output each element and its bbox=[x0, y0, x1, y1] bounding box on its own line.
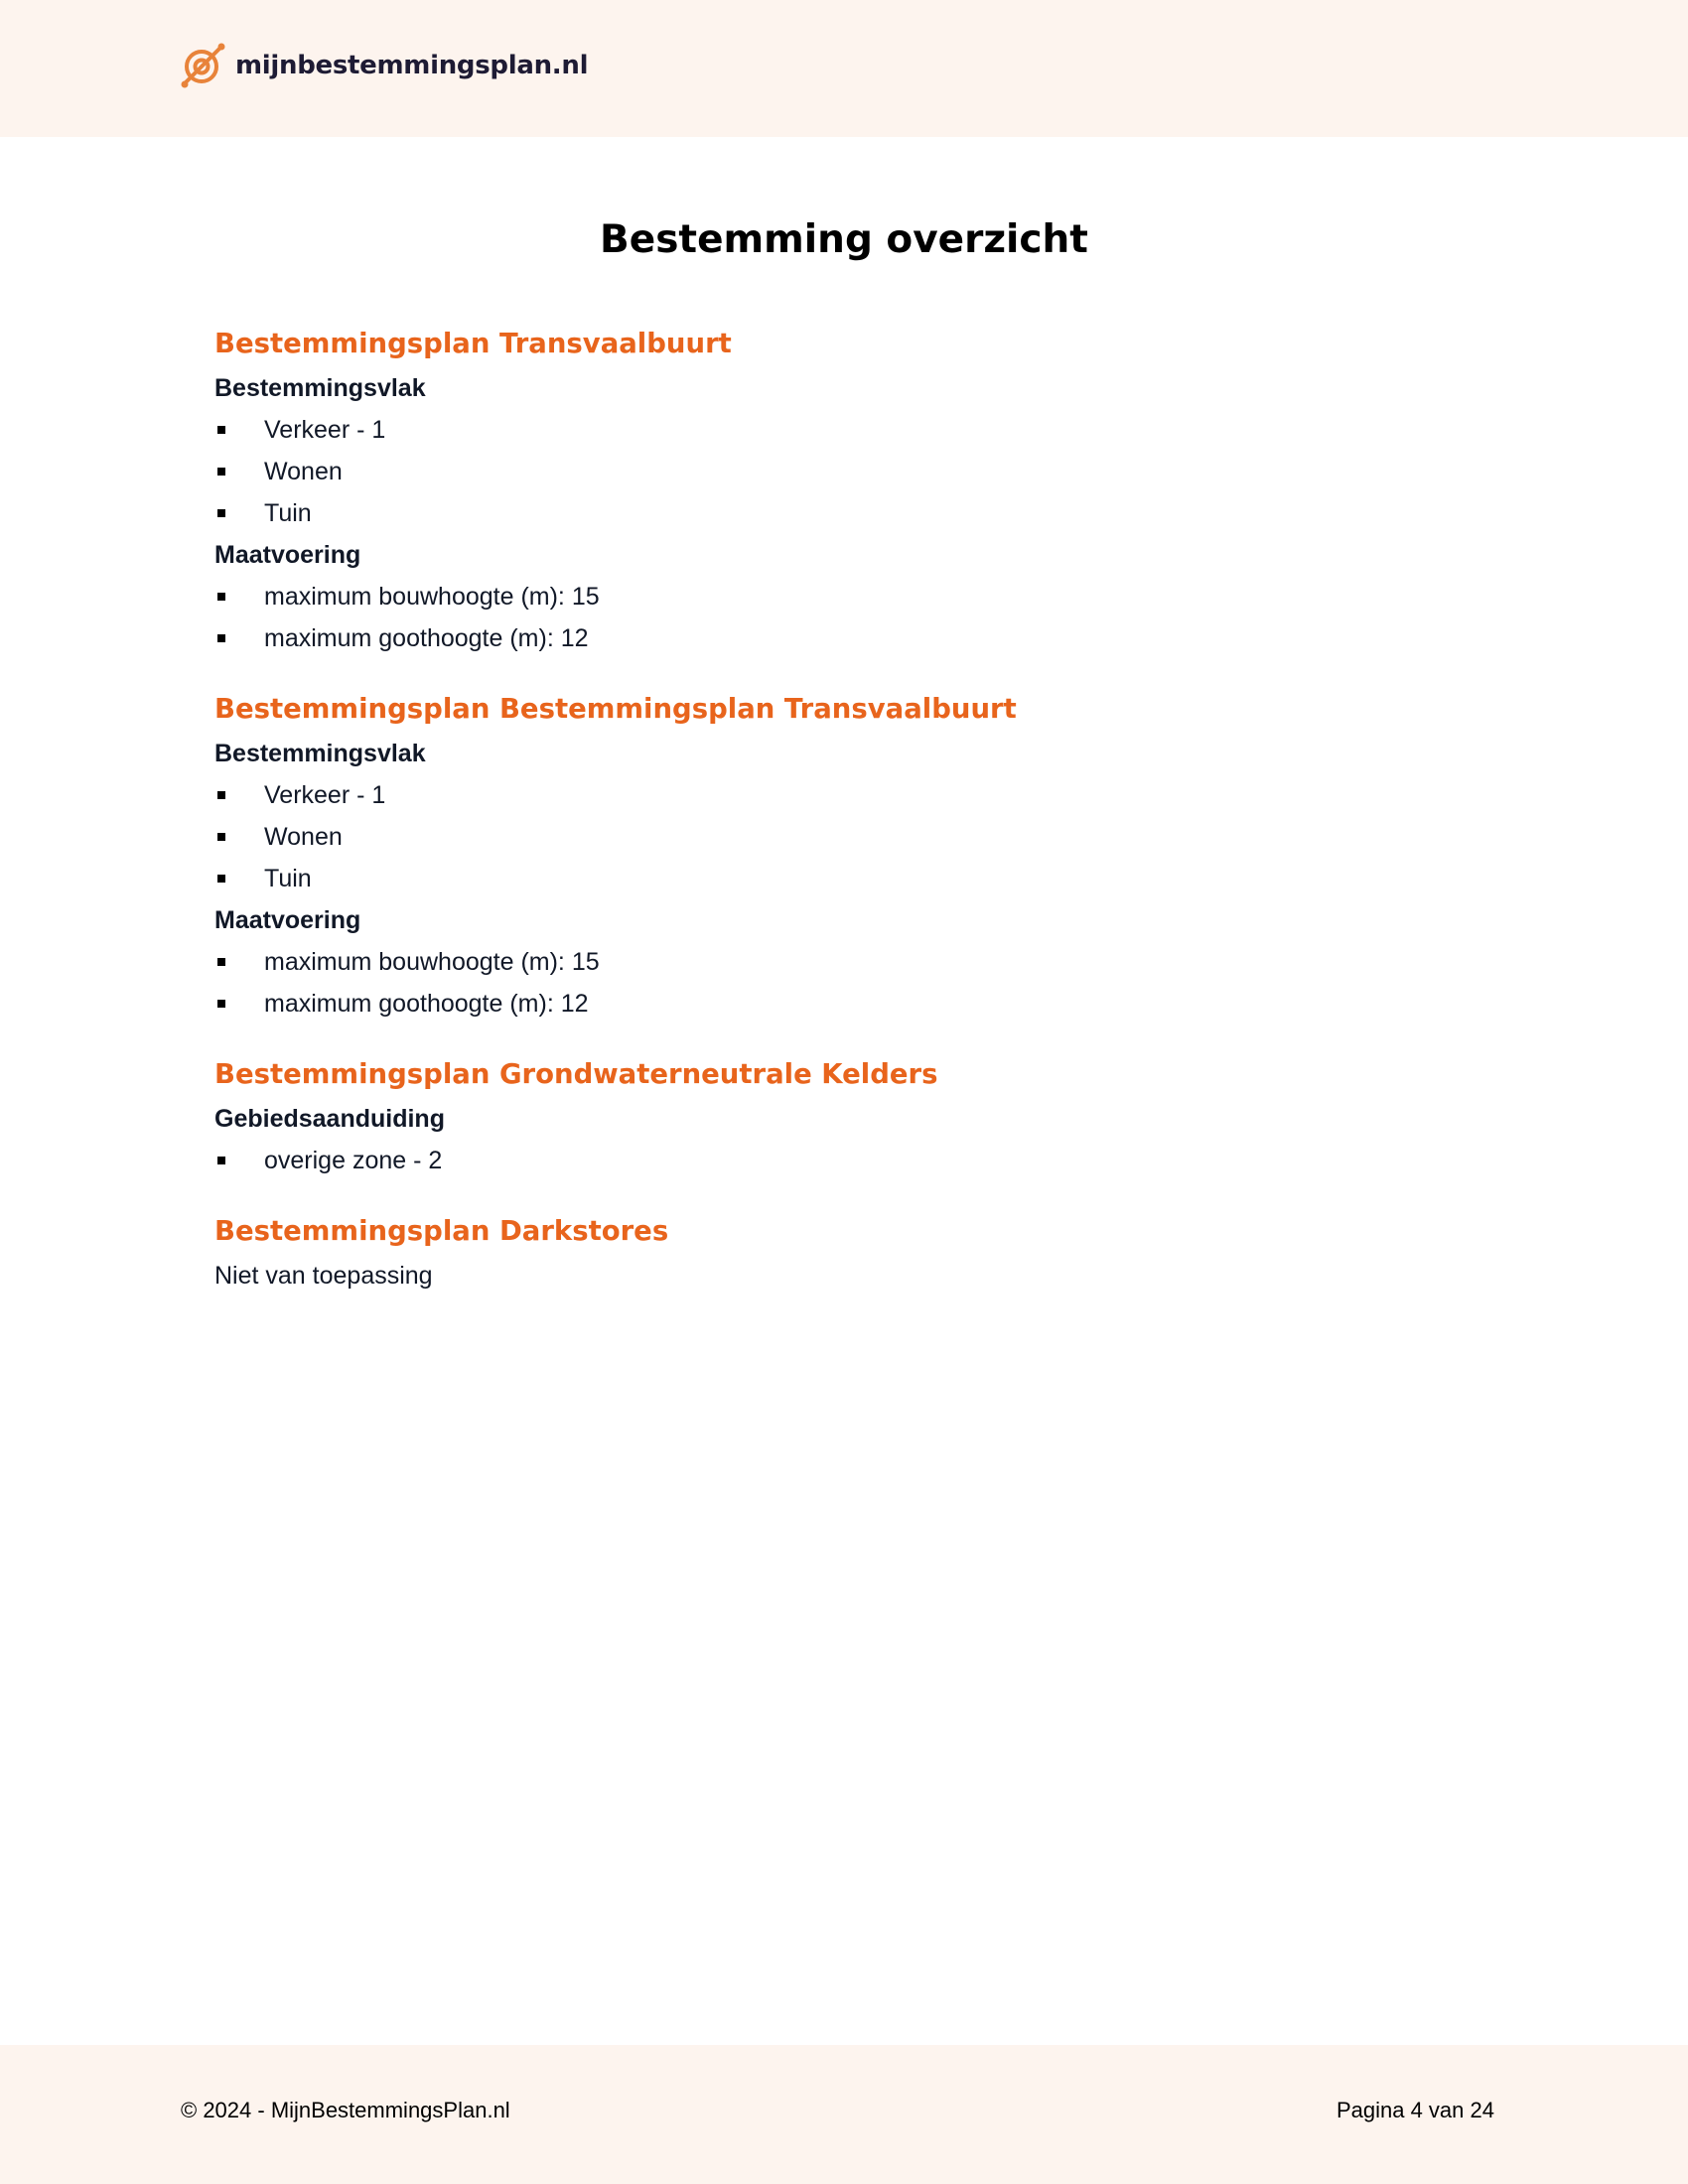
item-list bbox=[214, 409, 1485, 534]
section-heading: Maatvoering bbox=[214, 541, 361, 569]
page-footer bbox=[0, 2045, 1688, 2184]
logo[interactable] bbox=[180, 42, 588, 89]
item-list bbox=[214, 1140, 1485, 1181]
section-heading: Bestemmingsvlak bbox=[214, 374, 426, 402]
plans-list bbox=[214, 320, 1485, 1322]
section-heading: Bestemmingsvlak bbox=[214, 740, 426, 767]
list-item: maximum goothoogte (m): 12 bbox=[214, 617, 1485, 659]
plan-title: Bestemmingsplan Grondwaterneutrale Kelders bbox=[214, 1058, 938, 1090]
logo-text: mijnbestemmingsplan.nl bbox=[235, 51, 589, 80]
plan-title: Bestemmingsplan Darkstores bbox=[214, 1215, 669, 1247]
plan-section bbox=[214, 685, 1485, 1024]
square-bullet-icon bbox=[217, 468, 225, 476]
plan-section bbox=[214, 1207, 1485, 1297]
square-bullet-icon bbox=[217, 1157, 225, 1164]
section-heading: Gebiedsaanduiding bbox=[214, 1105, 445, 1133]
square-bullet-icon bbox=[217, 833, 225, 841]
item-list bbox=[214, 941, 1485, 1024]
section-heading: Maatvoering bbox=[214, 906, 361, 934]
plan-title: Bestemmingsplan Bestemmingsplan Transvaalbuurt bbox=[214, 693, 1017, 725]
square-bullet-icon bbox=[217, 1000, 225, 1008]
list-item: maximum bouwhoogte (m): 15 bbox=[214, 576, 1485, 617]
list-item: overige zone - 2 bbox=[214, 1140, 1485, 1181]
square-bullet-icon bbox=[217, 426, 225, 434]
square-bullet-icon bbox=[217, 958, 225, 966]
list-item: Wonen bbox=[214, 451, 1485, 492]
list-item: Tuin bbox=[214, 492, 1485, 534]
list-item: maximum bouwhoogte (m): 15 bbox=[214, 941, 1485, 983]
not-applicable-text: Niet van toepassing bbox=[214, 1262, 433, 1290]
list-item: Tuin bbox=[214, 858, 1485, 899]
page-header bbox=[0, 0, 1688, 137]
page-title: Bestemming overzicht bbox=[600, 217, 1088, 262]
item-list bbox=[214, 774, 1485, 899]
plan-title: Bestemmingsplan Transvaalbuurt bbox=[214, 328, 732, 359]
item-list bbox=[214, 576, 1485, 659]
square-bullet-icon bbox=[217, 875, 225, 883]
target-pin-icon bbox=[180, 42, 227, 89]
square-bullet-icon bbox=[217, 634, 225, 642]
list-item: maximum goothoogte (m): 12 bbox=[214, 983, 1485, 1024]
list-item: Wonen bbox=[214, 816, 1485, 858]
plan-section bbox=[214, 1050, 1485, 1181]
plan-section bbox=[214, 320, 1485, 659]
list-item: Verkeer - 1 bbox=[214, 409, 1485, 451]
square-bullet-icon bbox=[217, 791, 225, 799]
square-bullet-icon bbox=[217, 509, 225, 517]
page-number: Pagina 4 van 24 bbox=[1336, 2098, 1494, 2122]
copyright-text: © 2024 - MijnBestemmingsPlan.nl bbox=[181, 2098, 510, 2122]
list-item: Verkeer - 1 bbox=[214, 774, 1485, 816]
square-bullet-icon bbox=[217, 593, 225, 601]
